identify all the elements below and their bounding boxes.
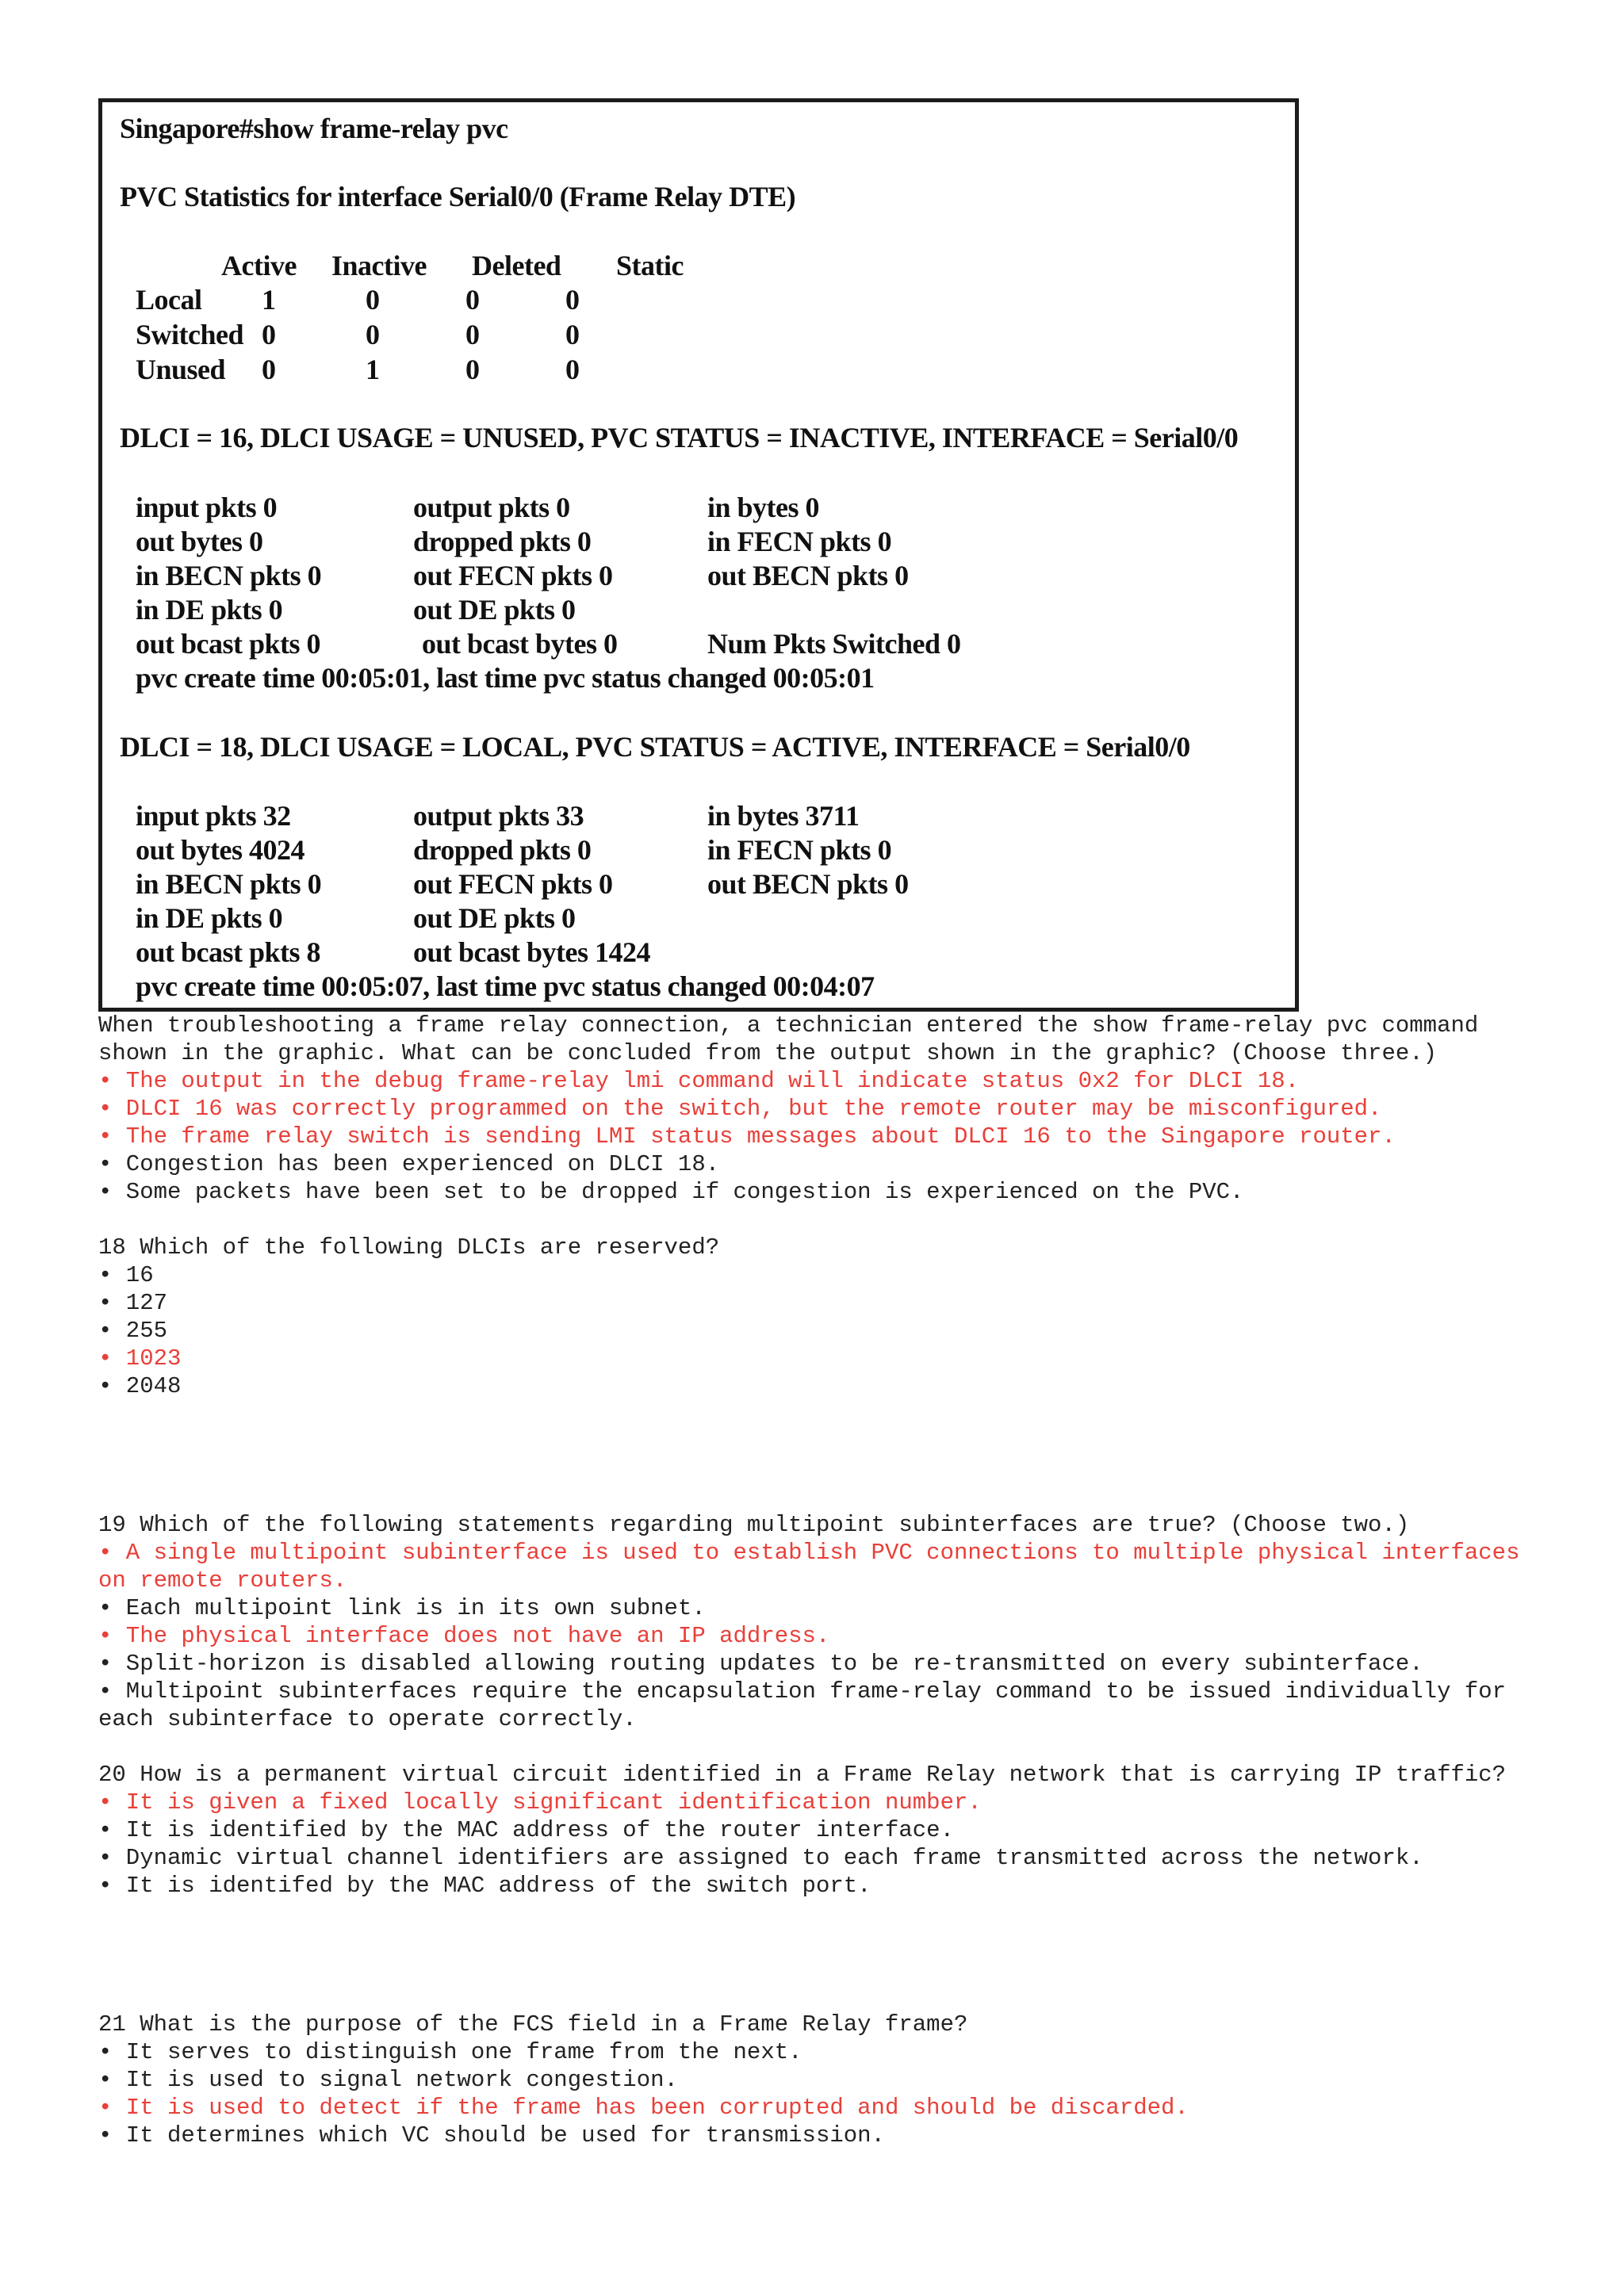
dlci-16-counter: in FECN pkts 0: [707, 526, 892, 557]
answer-option: • It is identifed by the MAC address of the switch port.: [98, 1873, 871, 1899]
dlci-16-counter: Num Pkts Switched 0: [707, 628, 961, 660]
dlci-18-counter: dropped pkts 0: [413, 834, 592, 866]
dlci-16-header: DLCI = 16, DLCI USAGE = UNUSED, PVC STATUS = INACTIVE, INTERFACE = Serial0/0: [120, 422, 1239, 453]
answer-option: • 16: [98, 1262, 154, 1288]
answer-option: • Dynamic virtual channel identifiers are assigned to each frame transmitted across the network.: [98, 1845, 1423, 1871]
answer-option: • Split-horizon is disabled allowing routing updates to be re-transmitted on every subinterface.: [98, 1651, 1423, 1677]
dlci-16-counter: in bytes 0: [707, 492, 820, 523]
dlci-16-counter: dropped pkts 0: [413, 526, 592, 557]
question-block: [98, 1761, 1526, 1900]
stats-cell: 0: [465, 319, 480, 350]
dlci-18-counter: out DE pkts 0: [413, 902, 576, 934]
question-block: [98, 2011, 1526, 2149]
stats-header-deleted: Deleted: [472, 250, 561, 281]
answer-option: • The frame relay switch is sending LMI status messages about DLCI 16 to the Singapore router.: [98, 1123, 1396, 1150]
question-text: 20 How is a permanent virtual circuit identified in a Frame Relay network that is carrying IP traffic?: [98, 1762, 1507, 1788]
dlci-18-counter: input pkts 32: [136, 800, 291, 832]
dlci-18-counter: output pkts 33: [413, 800, 584, 832]
dlci-16-counter: out bytes 0: [136, 526, 263, 557]
stats-cell: 1: [262, 284, 276, 316]
answer-option: • It determines which VC should be used for transmission.: [98, 2122, 885, 2149]
stats-cell: 0: [465, 354, 480, 385]
question-text: 18 Which of the following DLCIs are reserved?: [98, 1234, 720, 1261]
question-text: When troubleshooting a frame relay connection, a technician entered the show frame-relay pvc command shown in the graphic. What can be concluded from the output shown in the graphic? (Choose three.): [98, 1012, 1492, 1066]
answer-option: • It is used to signal network congestion.: [98, 2067, 678, 2093]
dlci-16-counter: out bcast pkts 0: [136, 628, 321, 660]
answer-option: • 255: [98, 1318, 168, 1344]
answer-option: • It serves to distinguish one frame from the next.: [98, 2039, 802, 2065]
answer-option: • Each multipoint link is in its own subnet.: [98, 1595, 706, 1621]
stats-cell: 0: [262, 354, 276, 385]
dlci-16-counter: out bcast bytes 0: [422, 628, 618, 660]
stats-row-label: Switched: [136, 319, 244, 350]
dlci-18-counter: out FECN pkts 0: [413, 868, 613, 900]
answer-option: • DLCI 16 was correctly programmed on the switch, but the remote router may be misconfigured.: [98, 1096, 1382, 1122]
dlci-18-counter: out bcast pkts 8: [136, 936, 321, 968]
dlci-18-counter: in DE pkts 0: [136, 902, 283, 934]
dlci-18-counter: in FECN pkts 0: [707, 834, 892, 866]
stats-header-inactive: Inactive: [331, 250, 427, 281]
dlci-16-counter: out FECN pkts 0: [413, 560, 613, 591]
stats-cell: 0: [565, 284, 580, 316]
dlci-16-counter: out BECN pkts 0: [707, 560, 909, 591]
cli-prompt: Singapore#show frame-relay pvc: [120, 113, 508, 144]
dlci-18-counter: out bytes 4024: [136, 834, 305, 866]
answer-option: • 1023: [98, 1345, 182, 1372]
question-text: 19 Which of the following statements regarding multipoint subinterfaces are true? (Choose two.): [98, 1512, 1410, 1538]
stats-cell: 0: [565, 354, 580, 385]
dlci-16-counter: in DE pkts 0: [136, 594, 283, 626]
dlci-18-footer: pvc create time 00:05:07, last time pvc status changed 00:04:07: [136, 970, 875, 1002]
question-block: [98, 1511, 1534, 1733]
question-text: 21 What is the purpose of the FCS field in a Frame Relay frame?: [98, 2011, 968, 2038]
stats-cell: 0: [465, 284, 480, 316]
stats-row-label: Local: [136, 284, 202, 316]
stats-row-label: Unused: [136, 354, 226, 385]
dlci-18-counter: out BECN pkts 0: [707, 868, 909, 900]
stats-cell: 0: [262, 319, 276, 350]
stats-header-static: Static: [616, 250, 684, 281]
question-block: [98, 1012, 1526, 1206]
dlci-16-counter: output pkts 0: [413, 492, 570, 523]
answer-option: • Congestion has been experienced on DLCI 18.: [98, 1151, 720, 1177]
stats-cell: 1: [366, 354, 380, 385]
dlci-18-header: DLCI = 18, DLCI USAGE = LOCAL, PVC STATUS = ACTIVE, INTERFACE = Serial0/0: [120, 731, 1190, 763]
dlci-16-counter: out DE pkts 0: [413, 594, 576, 626]
stats-cell: 0: [366, 284, 380, 316]
question-block: [98, 1234, 1526, 1400]
dlci-16-footer: pvc create time 00:05:01, last time pvc status changed 00:05:01: [136, 662, 875, 694]
stats-header-active: Active: [221, 250, 297, 281]
answer-option: • Some packets have been set to be dropped if congestion is experienced on the PVC.: [98, 1179, 1244, 1205]
stats-cell: 0: [366, 319, 380, 350]
answer-option: • The output in the debug frame-relay lmi command will indicate status 0x2 for DLCI 18.: [98, 1068, 1300, 1094]
answer-option: • It is used to detect if the frame has been corrupted and should be discarded.: [98, 2095, 1189, 2121]
answer-option: • It is identified by the MAC address of the router interface.: [98, 1817, 954, 1843]
pvc-stats-title: PVC Statistics for interface Serial0/0 (Frame Relay DTE): [120, 181, 796, 212]
answer-option: • A single multipoint subinterface is used to establish PVC connections to multiple physical interfaces on remote routers.: [98, 1540, 1534, 1594]
dlci-18-counter: in bytes 3711: [707, 800, 860, 832]
dlci-18-counter: out bcast bytes 1424: [413, 936, 651, 968]
dlci-18-counter: in BECN pkts 0: [136, 868, 322, 900]
answer-option: • The physical interface does not have an IP address.: [98, 1623, 830, 1649]
answer-option: • It is given a fixed locally significant identification number.: [98, 1789, 982, 1816]
dlci-16-counter: in BECN pkts 0: [136, 560, 322, 591]
answer-option: • 127: [98, 1290, 168, 1316]
cli-output-figure: [98, 98, 1299, 1012]
question-list: [98, 1012, 1534, 2149]
dlci-16-counter: input pkts 0: [136, 492, 278, 523]
stats-cell: 0: [565, 319, 580, 350]
answer-option: • 2048: [98, 1373, 182, 1399]
answer-option: • Multipoint subinterfaces require the encapsulation frame-relay command to be issued individually for each subinterface to operate correctly.: [98, 1678, 1520, 1732]
